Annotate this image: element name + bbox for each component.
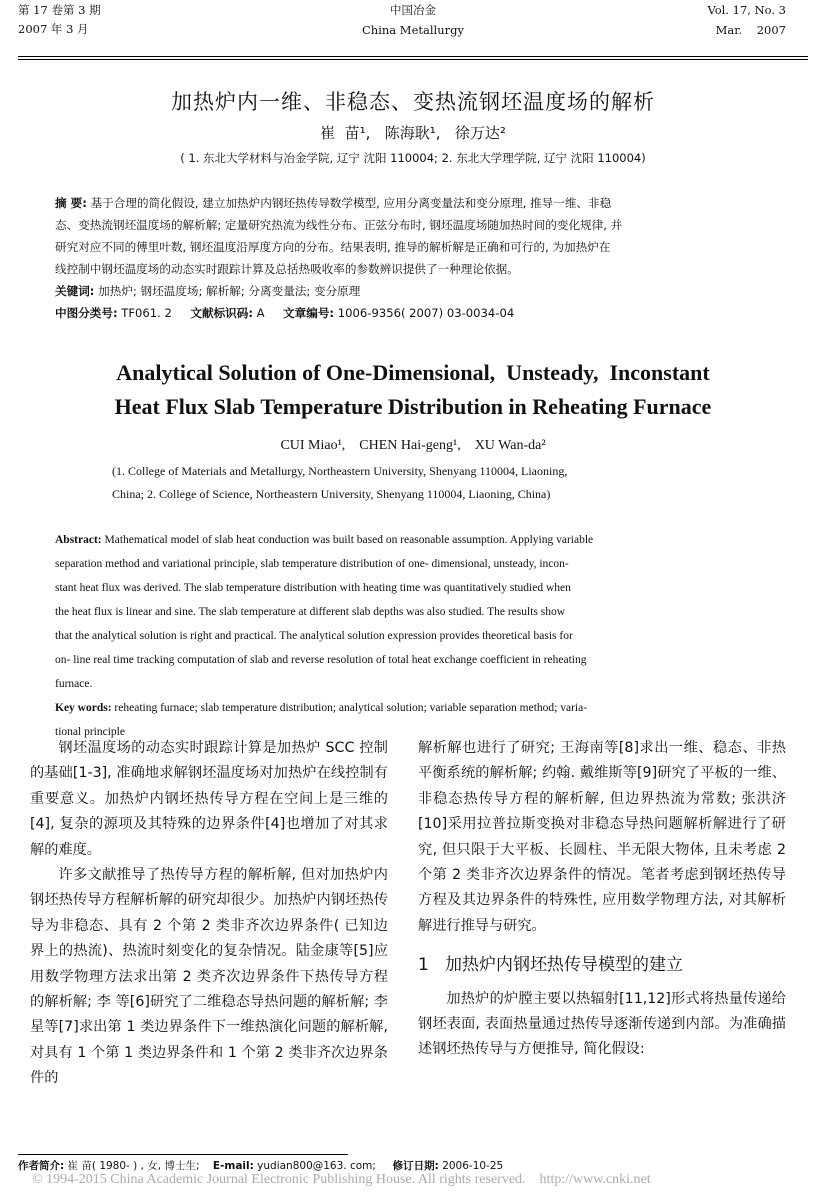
header-rule (18, 56, 808, 57)
footnote-revised-label: 修订日期: (392, 1160, 439, 1172)
doccode-value: A (256, 306, 265, 320)
section-title: 加热炉内钢坯热传导模型的建立 (445, 955, 684, 976)
body-right-column (418, 736, 786, 1063)
paper-title-cn: 加热炉内一维、非稳态、变热流钢坯温度场的解析 (171, 90, 655, 114)
abstract-en-line: furnace. (55, 678, 93, 690)
clc-value: TF061. 2 (121, 306, 172, 320)
footnote-author-label: 作者简介: (18, 1160, 65, 1172)
articleno-label: 文章编号: (283, 306, 335, 320)
journal-name-en: China Metallurgy (362, 23, 464, 37)
footnote-rule (18, 1154, 348, 1155)
keywords-cn-label: 关键词: (55, 284, 95, 298)
journal-date-en: Mar. 2007 (715, 23, 786, 37)
body-paragraph: 解析解也进行了研究; 王海南等[8]求出一维、稳态、非热平衡系统的解析解; 约翰. 戴维斯等[9]研究了平板的一维、非稳态热传导方程的解析解, 但边界热流为常数; 张洪济[10]采用拉普拉斯变换对非稳态导热问题解析解进行了研究, 但只限于大平板、长圆柱、半无限大物体, 且未考虑 2 个第 2 类非齐次边界条件的情况。笔者考虑到钢坯热传导方程及其边界条件的特殊性, 应用数学物理方法, 对其解析解进行推导与研究。 (418, 740, 786, 934)
body-paragraph: 许多文献推导了热传导方程的解析解, 但对加热炉内钢坯热传导方程解析解的研究却很少。加热炉内钢坯热传导为非稳态、具有 2 个第 2 类非齐次边界条件( 已知边界上的热流)、热流时刻变化的复杂情况。陆金康等[5]应用数学物理方法求出第 2 类齐次边界条件下热传导方程的解析解; 李 等[6]研究了二维稳态导热问题的解析解; 李星等[7]求出第 1 类边界条件下一维热演化问题的解析解, 对具有 1 个第 1 类边界条件和 1 个第 2 类非齐次边界条件的 (30, 867, 388, 1087)
abstract-cn-label: 摘 要: (55, 196, 87, 210)
footnote-email-label: E-mail: (212, 1160, 254, 1172)
keywords-en: reheating furnace; slab temperature distribution; analytical solution; variable separation method; varia- (114, 702, 588, 714)
paper-title-en-line1: Analytical Solution of One-Dimensional, Unsteady, Inconstant (116, 360, 710, 385)
keywords-en-label: Key words: (55, 702, 112, 714)
abstract-en-line: Mathematical model of slab heat conduction was built based on reasonable assumption. Applying variable (104, 534, 594, 546)
abstract-cn-line: 态、变热流钢坯温度场的解析解; 定量研究热流为线性分布、正弦分布时, 钢坯温度场随加热时间的变化规律, 并 (55, 218, 623, 232)
abstract-en (55, 528, 775, 744)
section-number: 1 (418, 955, 429, 976)
copyright-watermark: © 1994-2015 China Academic Journal Electronic Publishing House. All rights reserved. http://www.cnki.net (32, 1172, 651, 1187)
abstract-cn (55, 192, 770, 324)
articleno-value: 1006-9356( 2007) 03-0034-04 (337, 306, 515, 320)
body-paragraph: 钢坯温度场的动态实时跟踪计算是加热炉 SCC 控制的基础[1-3], 准确地求解钢坯温度场对加热炉在线控制有重要意义。加热炉内钢坯热传导方程在空间上是三维的[4], 复杂的源项及其特殊的边界条件[4]也增加了对其求解的难度。 (30, 740, 388, 858)
journal-date: 2007 年 3 月 (18, 22, 89, 36)
abstract-en-line: on- line real time tracking computation of slab and reverse resolution of total heat exchange coefficient in reheating (55, 654, 587, 666)
header-rule-2 (18, 59, 808, 60)
keywords-cn: 加热炉; 钢坯温度场; 解析解; 分离变量法; 变分原理 (98, 284, 361, 298)
affiliation-en-line2: China; 2. College of Science, Northeastern University, Shenyang 110004, Liaoning, China) (112, 487, 551, 501)
footnote-author: 崔 苗( 1980- ) , 女, 博士生; (67, 1160, 200, 1172)
affiliation-en-line1: (1. College of Materials and Metallurgy, Northeastern University, Shenyang 110004, Liaoning, (112, 464, 568, 478)
abstract-cn-line: 研究对应不同的傅里叶数, 钢坯温度沿厚度方向的分布。结果表明, 推导的解析解是正确和可行的, 为加热炉在 (55, 240, 611, 254)
paper-title-en-line2: Heat Flux Slab Temperature Distribution in Reheating Furnace (114, 394, 712, 419)
abstract-cn-line: 线控制中钢坯温度场的动态实时跟踪计算及总括热吸收率的参数辨识提供了一种理论依据。 (55, 262, 519, 276)
abstract-en-line: separation method and variational principle, slab temperature distribution of one- dimensional, unsteady, incon- (55, 558, 569, 570)
abstract-en-label: Abstract: (55, 534, 102, 546)
affiliation-cn: ( 1. 东北大学材料与冶金学院, 辽宁 沈阳 110004; 2. 东北大学理学院, 辽宁 沈阳 110004) (180, 151, 646, 165)
journal-volume: 第 17 卷第 3 期 (18, 3, 101, 17)
abstract-cn-line: 基于合理的简化假设, 建立加热炉内钢坯热传导数学模型, 应用分离变量法和变分原理, 推导一维、非稳 (90, 196, 612, 210)
keywords-en-line2: tional principle (55, 726, 125, 738)
authors-en: CUI Miao¹, CHEN Hai-geng¹, XU Wan-da² (280, 438, 546, 453)
footnote-email: yudian800@163. com; (257, 1160, 376, 1172)
body-left-column (30, 736, 388, 1092)
journal-name-cn: 中国冶金 (390, 3, 436, 17)
footnote (18, 1158, 503, 1173)
authors-cn: 崔 苗¹, 陈海耿¹, 徐万达² (320, 124, 506, 142)
footnote-revised: 2006-10-25 (442, 1160, 504, 1172)
journal-volume-en: Vol. 17, No. 3 (707, 3, 786, 17)
clc-label: 中图分类号: (55, 306, 118, 320)
abstract-en-line: the heat flux is linear and sine. The slab temperature at different slab depths was also studied. The results show (55, 606, 566, 618)
abstract-en-line: stant heat flux was derived. The slab temperature distribution with heating time was quantitatively studied when (55, 582, 571, 594)
section-heading (418, 953, 786, 978)
abstract-en-line: that the analytical solution is right and practical. The analytical solution expression provides theoretical basis for (55, 630, 573, 642)
doccode-label: 文献标识码: (190, 306, 253, 320)
body-paragraph: 加热炉的炉膛主要以热辐射[11,12]形式将热量传递给钢坯表面, 表面热量通过热传导逐渐传递到内部。为准确描述钢坯热传导与方便推导, 简化假设: (418, 990, 786, 1058)
